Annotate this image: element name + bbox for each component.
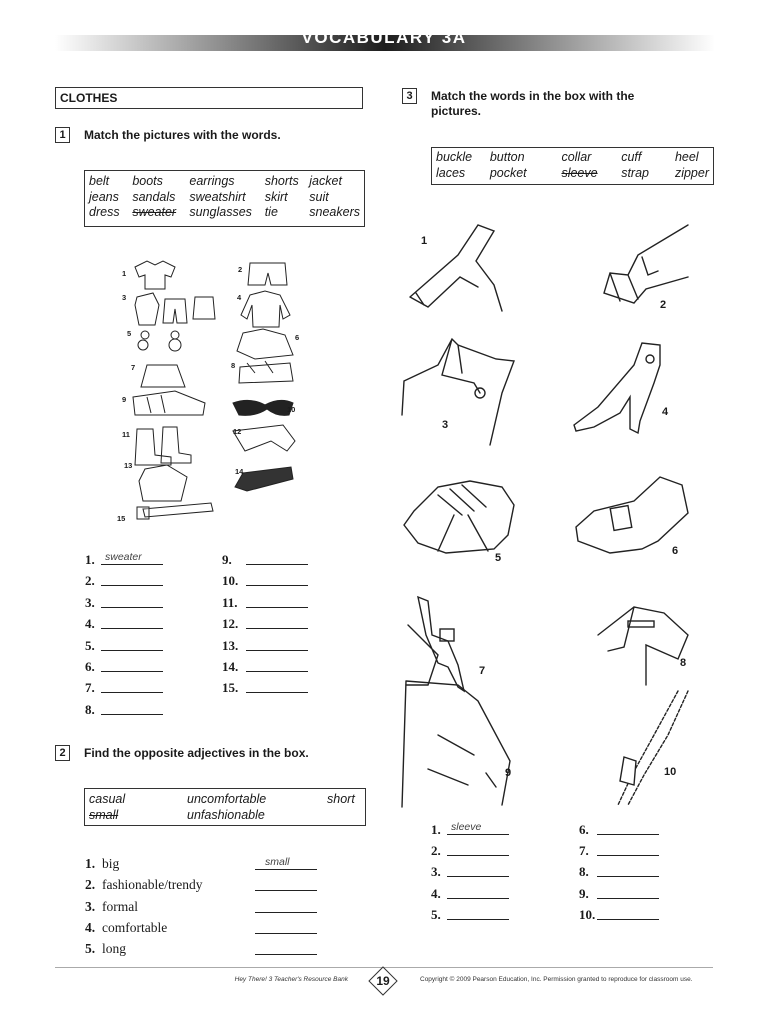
word: tie — [264, 205, 278, 219]
answer-blank[interactable] — [597, 821, 659, 835]
zipper-drawing — [618, 691, 688, 805]
clothing-parts-illustration-panel — [398, 215, 718, 810]
item-number: 4. — [85, 919, 96, 935]
answer-number: 4. — [85, 616, 95, 632]
exercise-3-number: 3 — [402, 88, 417, 104]
footer-book-title — [200, 976, 348, 983]
answer-number: 4. — [431, 885, 441, 901]
adjective-word: comfortable — [102, 919, 168, 935]
adjective-row — [85, 920, 325, 940]
picture-number: 3 — [442, 419, 449, 431]
answer-row — [431, 843, 447, 863]
pocket-drawing — [402, 681, 510, 807]
adjective-word: long — [102, 941, 127, 957]
answer-blank[interactable] — [246, 551, 308, 565]
answer-number: 2. — [85, 573, 95, 589]
answer-row — [85, 680, 101, 700]
sneakers-drawing — [133, 391, 205, 415]
answer-row — [579, 843, 597, 863]
answer-blank[interactable]: small — [255, 856, 317, 870]
picture-number: 4 — [662, 406, 669, 418]
answer-row — [85, 702, 101, 722]
word: short — [327, 792, 355, 806]
answer-number: 13. — [222, 637, 239, 653]
dress-drawing — [139, 465, 187, 501]
answer-blank[interactable] — [447, 885, 509, 899]
footer-copyright: Copyright © 2009 Pearson Education, Inc. Permission granted to reproduce for classroom use. — [420, 976, 693, 983]
answer-row — [222, 680, 246, 700]
word: collar — [561, 150, 592, 164]
picture-number: 14 — [235, 467, 244, 476]
answer-number: 1. — [85, 552, 95, 567]
word: pocket — [489, 165, 527, 180]
answer-number: 3. — [431, 864, 441, 880]
answer-row — [431, 907, 447, 927]
word: unfashionable — [187, 807, 265, 822]
answer-row — [222, 616, 246, 636]
tie-drawing — [235, 467, 293, 491]
word: sneakers — [309, 205, 360, 219]
answer-blank[interactable] — [101, 679, 163, 693]
word: uncomfortable — [187, 792, 267, 806]
jeans-drawing — [233, 425, 295, 451]
picture-number: 1 — [122, 269, 127, 278]
book-title: Hey There! 3 — [234, 976, 273, 983]
answer-row — [85, 638, 101, 658]
answer-blank[interactable] — [101, 594, 163, 608]
word: strap — [621, 165, 649, 180]
answer-blank[interactable] — [101, 658, 163, 672]
answer-blank[interactable] — [246, 572, 308, 586]
picture-number: 2 — [238, 265, 243, 274]
answer-row — [222, 638, 246, 658]
sunglasses-drawing — [233, 400, 296, 415]
picture-number: 13 — [124, 461, 133, 470]
picture-number: 5 — [495, 552, 502, 564]
word: earrings — [189, 174, 235, 188]
boots-drawing — [135, 427, 191, 465]
word: belt — [89, 174, 110, 188]
picture-number: 3 — [122, 293, 127, 302]
answer-blank[interactable]: sweater — [101, 551, 163, 565]
picture-number: 5 — [127, 329, 132, 338]
answer-number: 10. — [579, 906, 596, 922]
adjective-row — [85, 899, 325, 919]
picture-number: 8 — [231, 361, 236, 370]
answer-row — [431, 886, 447, 906]
skirt-drawing — [141, 365, 185, 387]
answer-number: 10. — [222, 573, 239, 589]
word: casual — [89, 792, 126, 806]
answer-blank[interactable] — [597, 863, 659, 877]
answer-blank[interactable] — [255, 920, 317, 934]
shorts-drawing — [248, 263, 287, 285]
answer-row — [222, 552, 246, 572]
answer-number: 15. — [222, 680, 239, 696]
picture-number: 4 — [237, 293, 242, 302]
answer-blank[interactable] — [597, 906, 659, 920]
picture-number: 6 — [295, 333, 300, 342]
clothes-illustration — [115, 255, 310, 530]
picture-number: 8 — [680, 657, 687, 669]
collar-drawing — [402, 339, 514, 445]
word-crossed-out: sleeve — [561, 165, 598, 180]
answer-number: 12. — [222, 616, 239, 632]
exercise-3-instruction — [431, 89, 634, 119]
answer-row — [579, 886, 597, 906]
clothes-illustration-panel — [115, 255, 310, 530]
word: boots — [132, 174, 163, 188]
answer-row — [222, 659, 246, 679]
book-subtitle: Teacher's Resource Bank — [272, 976, 348, 983]
answer-number: 6. — [85, 659, 95, 674]
word: shorts — [264, 174, 299, 188]
answer-number: 8. — [85, 701, 95, 717]
answer-number: 11. — [222, 594, 238, 610]
word: suit — [309, 189, 329, 204]
sweatshirt-drawing — [237, 329, 293, 359]
answer-number: 8. — [579, 864, 589, 880]
word: dress — [89, 205, 120, 219]
word: buckle — [436, 150, 473, 164]
answer-number: 2. — [431, 843, 441, 859]
collar-button-drawing — [598, 607, 688, 685]
picture-number: 10 — [664, 766, 677, 778]
answer-blank[interactable] — [597, 885, 659, 899]
answer-row — [85, 616, 101, 636]
answer-blank[interactable] — [255, 899, 317, 913]
page-number — [368, 966, 398, 996]
answer-row — [85, 659, 101, 679]
adjective-row — [85, 877, 325, 897]
answer-blank[interactable] — [597, 842, 659, 856]
strap-drawing — [406, 597, 464, 691]
suit-drawing — [135, 293, 187, 325]
answer-blank[interactable]: sleeve — [447, 821, 509, 835]
instruction-line: pictures. — [431, 104, 482, 118]
answer-number: 5. — [85, 637, 95, 653]
picture-number: 7 — [479, 665, 486, 677]
word: skirt — [264, 189, 288, 204]
answer-row — [579, 822, 597, 842]
word-crossed-out: small — [89, 807, 119, 822]
exercise-1-instruction: Match the pictures with the words. — [84, 128, 281, 142]
answer-number: 14. — [222, 659, 239, 674]
word: sweatshirt — [189, 189, 246, 204]
answer-row — [85, 551, 142, 572]
item-number: 5. — [85, 941, 96, 957]
answer-number: 6. — [579, 822, 589, 837]
picture-number: 10 — [287, 405, 296, 414]
word: heel — [674, 150, 699, 164]
answer-row — [85, 595, 101, 615]
laces-drawing — [404, 481, 514, 553]
word: zipper — [674, 165, 709, 180]
answer-row — [579, 907, 597, 927]
picture-number: 11 — [122, 430, 130, 439]
answer-row — [222, 595, 246, 615]
item-number: 2. — [85, 877, 96, 893]
picture-number: 9 — [122, 395, 127, 404]
word: jeans — [89, 189, 119, 204]
word: sunglasses — [189, 205, 252, 219]
answer-row — [431, 864, 447, 884]
answer-number: 9. — [579, 885, 589, 901]
exercise-1-number: 1 — [55, 127, 70, 143]
exercise-2-number: 2 — [55, 745, 70, 761]
answer-number: 5. — [431, 906, 441, 922]
answer-blank[interactable] — [101, 701, 163, 715]
answer-blank[interactable] — [255, 941, 317, 955]
page-title: VOCABULARY 3A — [301, 28, 467, 47]
picture-number: 6 — [672, 545, 679, 557]
adjective-word: big — [102, 856, 120, 871]
answer-number: 3. — [85, 594, 95, 610]
buckle-drawing — [576, 477, 688, 553]
adjective-word: formal — [102, 898, 138, 914]
exercise-2-instruction: Find the opposite adjectives in the box. — [84, 746, 309, 760]
item-number: 1. — [85, 856, 96, 871]
section-title: CLOTHES — [55, 87, 363, 109]
picture-number: 1 — [421, 235, 428, 247]
exercise-2-word-box — [84, 788, 366, 826]
word: laces — [436, 165, 466, 180]
page-number-text: 19 — [376, 974, 390, 988]
word: cuff — [621, 150, 642, 164]
answer-number: 1. — [431, 822, 441, 837]
answer-number: 7. — [579, 843, 589, 859]
answer-blank[interactable] — [101, 572, 163, 586]
answer-blank[interactable] — [447, 906, 509, 920]
picture-number: 2 — [660, 299, 667, 311]
instruction-line: Match the words in the box with the — [431, 89, 635, 103]
answer-blank[interactable] — [246, 658, 308, 672]
clothing-parts-illustration — [398, 215, 718, 810]
item-number: 3. — [85, 898, 96, 914]
picture-number: 9 — [505, 767, 512, 779]
word-crossed-out: sweater — [132, 205, 177, 219]
answer-number: 7. — [85, 680, 95, 696]
cuff-drawing — [604, 225, 688, 303]
answer-blank[interactable] — [246, 637, 308, 651]
answer-blank[interactable] — [447, 842, 509, 856]
answer-row — [431, 821, 482, 842]
belt-drawing — [137, 503, 213, 519]
adjective-row — [85, 856, 325, 876]
adjective-word: fashionable/trendy — [102, 877, 203, 893]
word: jacket — [309, 174, 342, 188]
answer-blank[interactable] — [246, 594, 308, 608]
word: button — [489, 150, 525, 164]
picture-number: 7 — [131, 363, 136, 372]
answer-blank[interactable] — [101, 637, 163, 651]
answer-blank[interactable] — [255, 877, 317, 891]
sweater-drawing — [135, 261, 175, 289]
answer-blank[interactable] — [246, 615, 308, 629]
answer-row — [579, 864, 597, 884]
picture-number: 12 — [233, 427, 242, 436]
answer-blank[interactable] — [101, 615, 163, 629]
picture-number: 15 — [117, 514, 126, 523]
answer-row — [85, 573, 101, 593]
word: sandals — [132, 189, 176, 204]
adjective-row — [85, 941, 325, 961]
exercise-3-word-box — [431, 147, 714, 185]
answer-row — [222, 573, 246, 593]
answer-number: 9. — [222, 552, 232, 567]
sandals-drawing — [239, 361, 293, 383]
exercise-1-word-box — [84, 170, 365, 227]
answer-blank[interactable] — [447, 863, 509, 877]
answer-blank[interactable] — [246, 679, 308, 693]
jacket-drawing — [241, 291, 290, 327]
